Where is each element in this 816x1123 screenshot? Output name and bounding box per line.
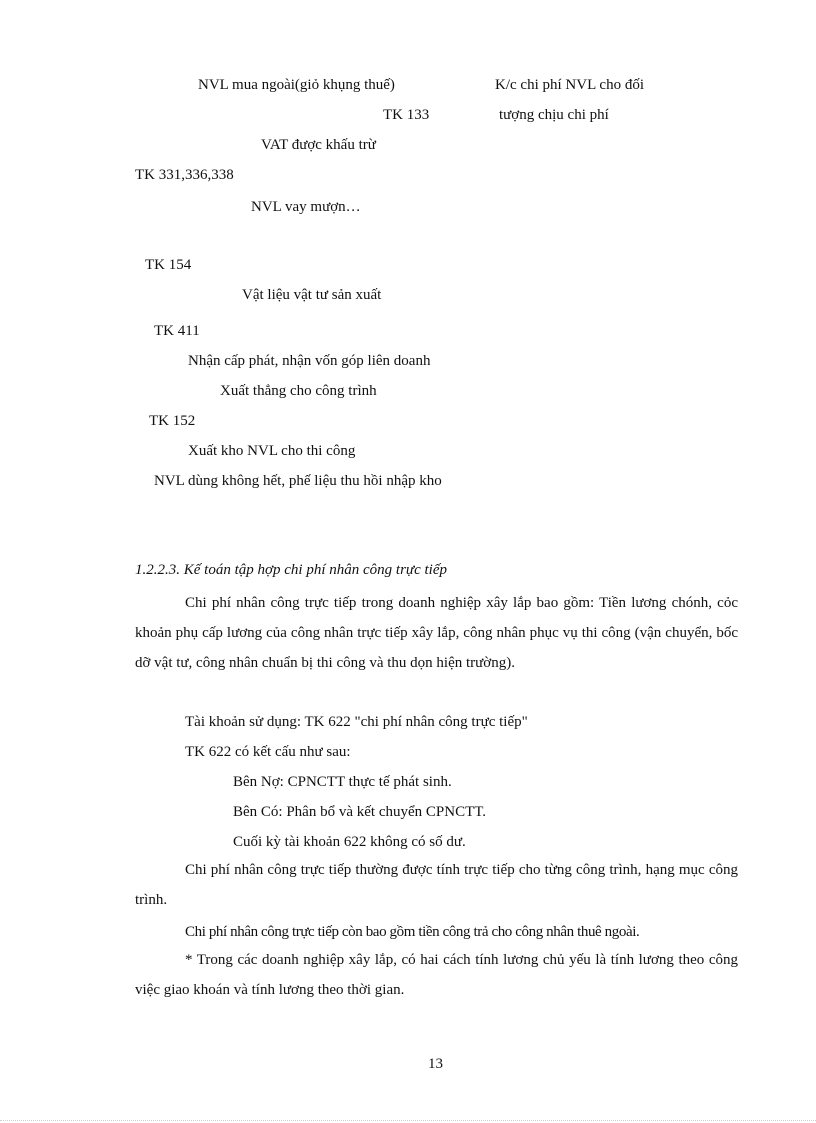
section-heading: 1.2.2.3. Kế toán tập hợp chi phí nhân công trực tiếp (135, 562, 447, 578)
diagram-label-tk-331: TK 331,336,338 (135, 167, 234, 183)
page-bottom-border (0, 1120, 816, 1121)
paragraph-tinh-truc-tiep: Chi phí nhân công trực tiếp thường được tính trực tiếp cho từng công trình, hạng mục công trình. (135, 862, 738, 908)
diagram-label-nhan-cap-phat: Nhận cấp phát, nhận vốn góp liên doanh (188, 353, 431, 369)
diagram-label-tk-133: TK 133 (383, 107, 430, 123)
paragraph-ben-no: Bên Nợ: CPNCTT thực tế phát sinh. (233, 774, 452, 790)
diagram-label-nvl-mua-ngoai: NVL mua ngoài(giỏ khụng thuế) (198, 77, 395, 93)
diagram-label-tk-411: TK 411 (154, 323, 200, 339)
paragraph-ket-cau: TK 622 có kết cấu như sau: (185, 744, 351, 760)
diagram-label-tk-154: TK 154 (145, 257, 192, 273)
paragraph-thue-ngoai: Chi phí nhân công trực tiếp còn bao gồm tiền công trả cho công nhân thuê ngoài. (185, 924, 640, 940)
paragraph-cuoi-ky: Cuối kỳ tài khoản 622 không có số dư. (233, 834, 466, 850)
paragraph-chi-phi-nhan-cong: Chi phí nhân công trực tiếp trong doanh nghiệp xây lắp bao gồm: Tiền lương chónh, cỏc khoản phụ cấp lương của công nhân trực tiếp xây lắp, công nhân phục vụ thi công (vận chuyển, bốc dỡ vật tư, công nhân chuẩn bị thi công và thu dọn hiện trường). (135, 595, 738, 671)
diagram-label-vat-lieu: Vật liệu vật tư sản xuất (242, 287, 382, 303)
diagram-label-xuat-thang: Xuất thẳng cho công trình (220, 383, 377, 399)
paragraph-ben-co: Bên Có: Phân bổ và kết chuyển CPNCTT. (233, 804, 487, 820)
diagram-label-xuat-kho: Xuất kho NVL cho thi công (188, 443, 356, 459)
diagram-label-nvl-vay-muon: NVL vay mượn… (251, 199, 361, 215)
paragraph-cach-tinh-luong: * Trong các doanh nghiệp xây lắp, có hai cách tính lương chủ yếu là tính lương theo công việc giao khoán và tính lương theo thời gian. (135, 952, 738, 998)
diagram-label-kc-chi-phi: K/c chi phí NVL cho đối (495, 77, 644, 93)
diagram-label-tk-152: TK 152 (149, 413, 196, 429)
diagram-label-doi-tuong: tượng chịu chi phí (499, 107, 609, 123)
diagram-label-vat: VAT được khấu trừ (261, 137, 376, 153)
paragraph-tai-khoan-su-dung: Tài khoản sử dụng: TK 622 "chi phí nhân công trực tiếp" (185, 714, 528, 730)
diagram-label-nvl-dung-khong-het: NVL dùng không hết, phế liệu thu hồi nhập kho (154, 473, 442, 489)
